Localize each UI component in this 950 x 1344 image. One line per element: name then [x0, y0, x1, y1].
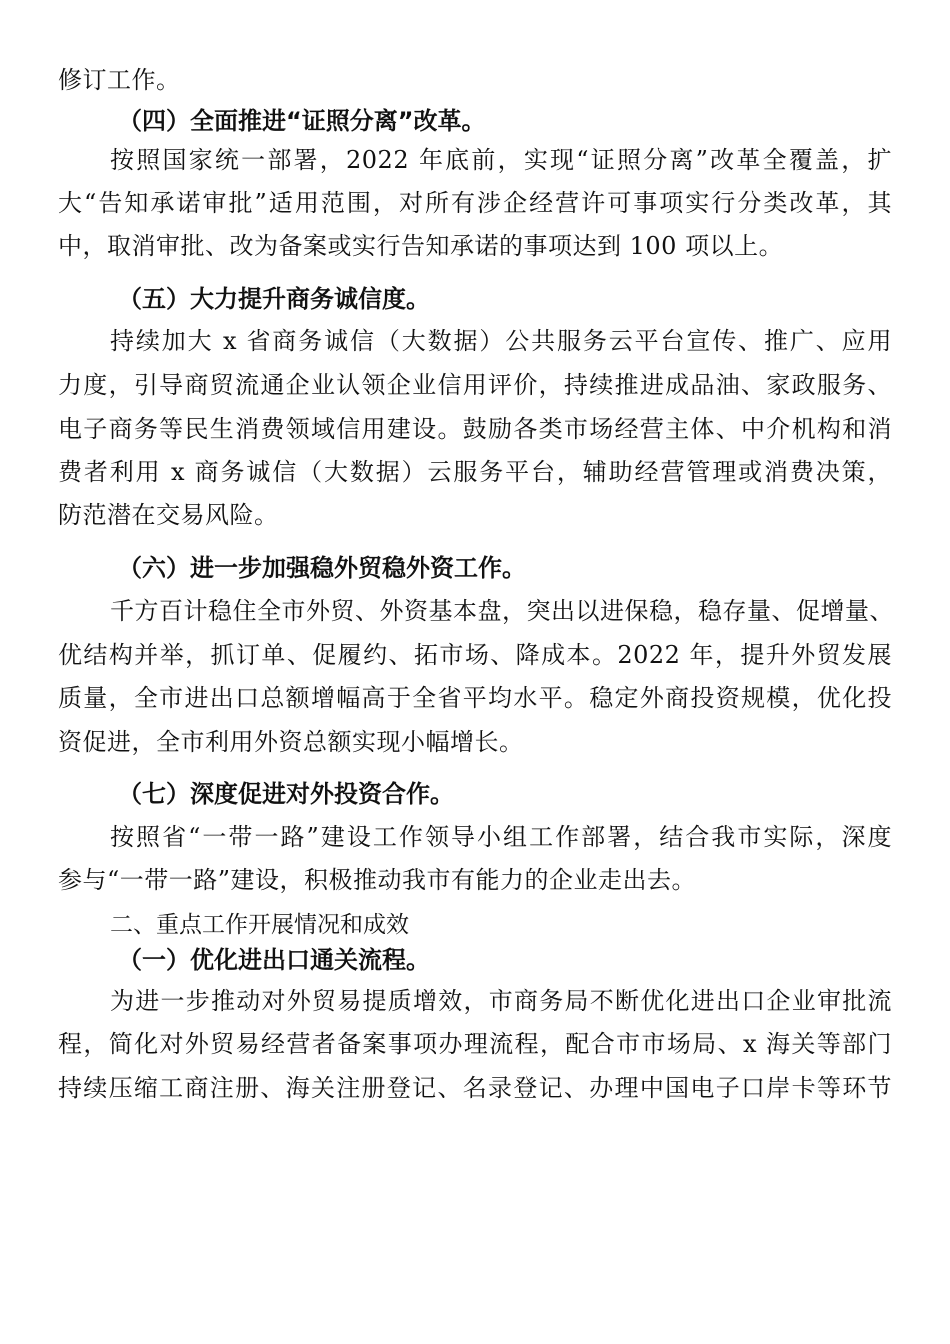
paragraph-line: 参与“一带一路”建设，积极推动我市有能力的企业走出去。: [58, 866, 697, 894]
paragraph-line: 修订工作。: [58, 66, 181, 94]
paragraph-line: 质量，全市进出口总额增幅高于全省平均水平。稳定外商投资规模，优化投: [58, 684, 892, 712]
paragraph-line: 防范潜在交易风险。: [58, 501, 279, 529]
paragraph-line: 持续加大 x 省商务诚信（大数据）公共服务云平台宣传、推广、应用: [110, 327, 892, 355]
paragraph-line: 按照国家统一部署，2022 年底前，实现“证照分离”改革全覆盖，扩: [110, 146, 892, 174]
paragraph-line: 优结构并举，抓订单、促履约、拓市场、降成本。2022 年，提升外贸发展: [58, 641, 892, 669]
paragraph-line: 为进一步推动对外贸易提质增效，市商务局不断优化进出口企业审批流: [110, 987, 892, 1015]
section-heading-7: （七）深度促进对外投资合作。: [118, 780, 454, 808]
paragraph-line: 资促进，全市利用外资总额实现小幅增长。: [58, 728, 524, 756]
paragraph-line: 力度，引导商贸流通企业认领企业信用评价，持续推进成品油、家政服务、: [58, 371, 892, 399]
paragraph-line: 费者利用 x 商务诚信（大数据）云服务平台，辅助经营管理或消费决策，: [58, 458, 892, 486]
section-heading-1: （一）优化进出口通关流程。: [118, 946, 430, 974]
section-heading-6: （六）进一步加强稳外贸稳外资工作。: [118, 554, 526, 582]
paragraph-line: 持续压缩工商注册、海关注册登记、名录登记、办理中国电子口岸卡等环节: [58, 1074, 892, 1102]
paragraph-line: 程，简化对外贸易经营者备案事项办理流程，配合市市场局、x 海关等部门: [58, 1030, 892, 1058]
chapter-heading: 二、重点工作开展情况和成效: [110, 912, 409, 938]
paragraph-line: 中，取消审批、改为备案或实行告知承诺的事项达到 100 项以上。: [58, 232, 784, 260]
section-heading-4: （四）全面推进“证照分离”改革。: [118, 107, 486, 135]
paragraph-line: 千方百计稳住全市外贸、外资基本盘，突出以进保稳，稳存量、促增量、: [110, 597, 894, 625]
paragraph-line: 大“告知承诺审批”适用范围，对所有涉企经营许可事项实行分类改革，其: [58, 189, 892, 217]
paragraph-line: 电子商务等民生消费领域信用建设。鼓励各类市场经营主体、中介机构和消: [58, 415, 892, 443]
section-heading-5: （五）大力提升商务诚信度。: [118, 285, 430, 313]
paragraph-line: 按照省“一带一路”建设工作领导小组工作部署，结合我市实际，深度: [110, 823, 892, 851]
